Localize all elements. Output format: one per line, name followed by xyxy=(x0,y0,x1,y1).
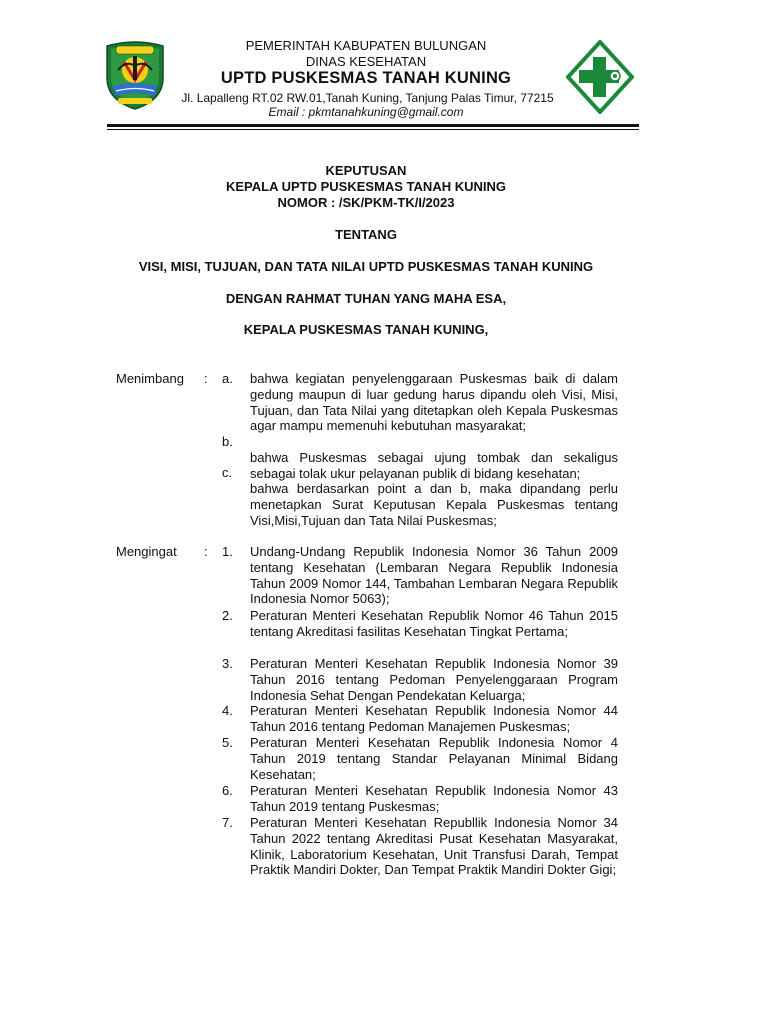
list-item-text: bahwa Puskesmas sebagai ujung tombak dan sekaligus sebagai tolak ukur pelayanan publik di bidang kesehatan; xyxy=(250,450,618,481)
list-item-marker: 7. xyxy=(222,815,233,830)
letterhead-rule-thin xyxy=(107,129,639,130)
list-item-marker: b. xyxy=(222,434,233,449)
list-item-text: bahwa kegiatan penyelenggaraan Puskesmas baik di dalam gedung maupun di luar gedung harus dipandu oleh Visi, Misi, Tujuan, dan Tata Nilai yang ditetapkan oleh Kepala Puskesmas agar mampu memenuhi kebutuhan masyarakat; xyxy=(250,371,618,434)
letterhead-email: Email : pkmtanahkuning@gmail.com xyxy=(268,105,464,119)
section-colon: : xyxy=(204,371,208,386)
decree-subject: VISI, MISI, TUJUAN, DAN TATA NILAI UPTD PUSKESMAS TANAH KUNING xyxy=(138,259,594,274)
decree-issuer: KEPALA UPTD PUSKESMAS TANAH KUNING xyxy=(226,179,506,194)
decree-number: NOMOR : /SK/PKM-TK/I/2023 xyxy=(277,195,455,210)
decree-kepala: KEPALA PUSKESMAS TANAH KUNING, xyxy=(243,322,489,337)
list-item-text: Peraturan Menteri Kesehatan Republik Indonesia Nomor 43 Tahun 2019 tentang Puskesmas; xyxy=(250,783,618,814)
list-item-text: Peraturan Menteri Kesehatan Republik Indonesia Nomor 4 Tahun 2019 tentang Standar Pelayanan Minimal Bidang Kesehatan; xyxy=(250,735,618,782)
section-label-menimbang: Menimbang xyxy=(116,371,184,386)
list-item-marker: 1. xyxy=(222,544,233,559)
list-item-text: Undang-Undang Republik Indonesia Nomor 36 Tahun 2009 tentang Kesehatan (Lembaran Negara Republik Indonesia Tahun 2009 Nomor 144, Tambahan Lembaran Negara Republik Indonesia Nomor 5063); xyxy=(250,544,618,607)
decree-heading: KEPUTUSAN xyxy=(325,163,407,178)
letterhead-government: PEMERINTAH KABUPATEN BULUNGAN xyxy=(245,38,487,53)
decree-tentang: TENTANG xyxy=(335,227,397,242)
list-item-marker: 5. xyxy=(222,735,233,750)
letterhead-address: Jl. Lapalleng RT.02 RW.01,Tanah Kuning, Tanjung Palas Timur, 77215 xyxy=(181,91,554,105)
section-colon: : xyxy=(204,544,208,559)
list-item-text: Peraturan Menteri Kesehatan Republik Nomor 46 Tahun 2015 tentang Akreditasi fasilitas Kesehatan Tingkat Pertama; xyxy=(250,608,618,639)
section-label-mengingat: Mengingat xyxy=(116,544,177,559)
letterhead-institution: UPTD PUSKESMAS TANAH KUNING xyxy=(220,69,512,87)
list-item-text: Peraturan Menteri Kesehatan Republik Indonesia Nomor 44 Tahun 2016 tentang Pedoman Manajemen Puskesmas; xyxy=(250,703,618,734)
list-item-text: Peraturan Menteri Kesehatan Republik Indonesia Nomor 39 Tahun 2016 tentang Pedoman Penyelenggaraan Program Indonesia Sehat Dengan Pendekatan Keluarga; xyxy=(250,656,618,703)
list-item-text: Peraturan Menteri Kesehatan Republlik Indonesia Nomor 34 Tahun 2022 tentang Akreditasi Pusat Kesehatan Masyarakat, Klinik, Laboratorium Kesehatan, Unit Transfusi Darah, Tempat Praktik Mandiri Dokter, Dan Tempat Praktik Mandiri Dokter Gigi; xyxy=(250,815,618,878)
puskesmas-cross-logo-icon xyxy=(566,40,634,114)
list-item-marker: c. xyxy=(222,465,233,480)
list-item-marker: 4. xyxy=(222,703,233,718)
list-item-text: bahwa berdasarkan point a dan b, maka dipandang perlu menetapkan Surat Keputusan Kepala Puskesmas tentang Visi,Misi,Tujuan dan Tata Nilai Puskesmas; xyxy=(250,481,618,528)
decree-rahmat: DENGAN RAHMAT TUHAN YANG MAHA ESA, xyxy=(225,291,507,306)
letterhead-department: DINAS KESEHATAN xyxy=(305,54,427,69)
list-item-marker: 6. xyxy=(222,783,233,798)
list-item-marker: 3. xyxy=(222,656,233,671)
list-item-marker: a. xyxy=(222,371,233,386)
list-item-marker: 2. xyxy=(222,608,233,623)
letterhead-rule-thick xyxy=(107,124,639,127)
